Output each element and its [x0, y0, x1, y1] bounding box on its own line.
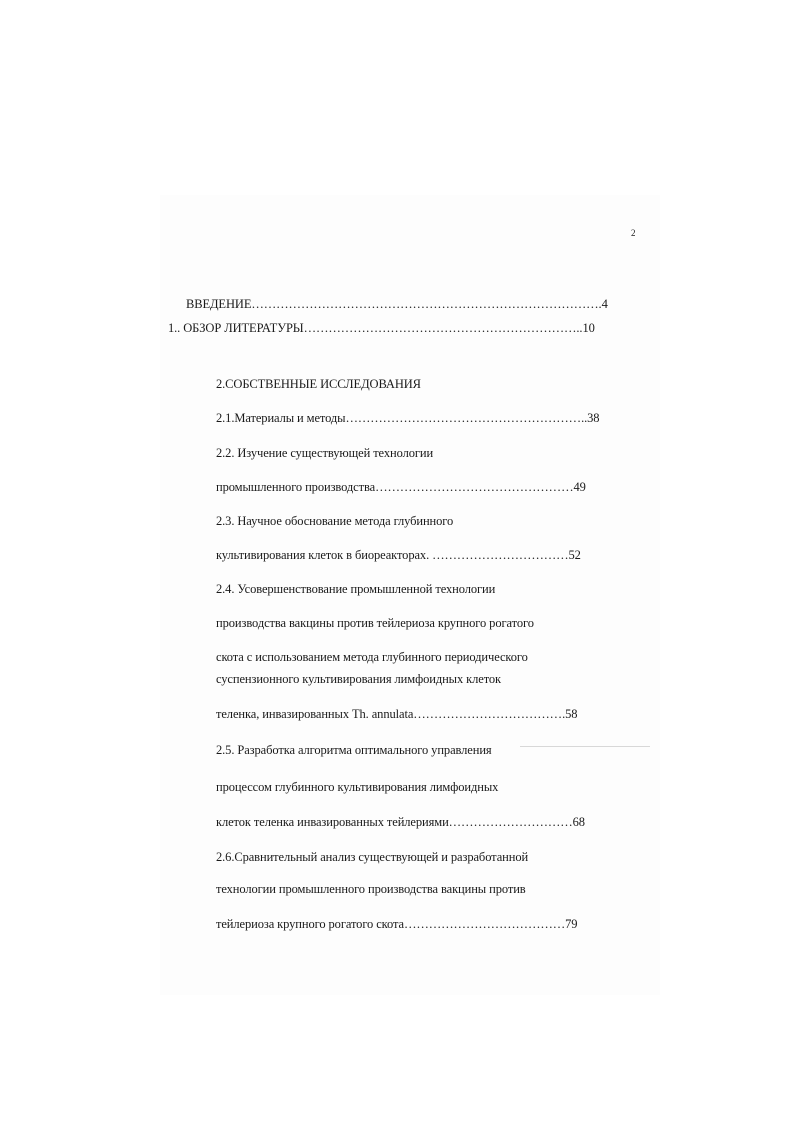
toc-2-5-line1: 2.5. Разработка алгоритма оптимального управления [216, 743, 492, 757]
toc-2-4-line5: теленка, инвазированных Th. annulata……………………………….58 [216, 707, 578, 721]
toc-literature-review: 1.. ОБЗОР ЛИТЕРАТУРЫ…………………………………………………………..10 [168, 321, 595, 335]
toc-intro: ВВЕДЕНИЕ………………………………………………………………………….4 [186, 297, 608, 311]
scan-smudge [520, 746, 650, 747]
toc-2-6-line2: технологии промышленного производства вакцины против [216, 882, 526, 896]
toc-2-1: 2.1.Материалы и методы…………………………………………………..38 [216, 411, 600, 425]
toc-2-4-line3: скота с использованием метода глубинного периодического [216, 650, 528, 664]
toc-2-6-line3: тейлериоза крупного рогатого скота…………………………………79 [216, 917, 578, 931]
page-number: 2 [631, 228, 636, 238]
toc-2-2-line1: 2.2. Изучение существующей технологии [216, 446, 434, 460]
toc-2-5-line3: клеток теленка инвазированных тейлериями…………………………68 [216, 815, 585, 829]
toc-2-4-line2: производства вакцины против тейлериоза крупного рогатого [216, 616, 534, 630]
toc-2-6-line1: 2.6.Сравнительный анализ существующей и разработанной [216, 850, 529, 864]
toc-2-3-line2: культивирования клеток в биореакторах. ……………………………52 [216, 548, 581, 562]
toc-2-2-line2: промышленного производства…………………………………………49 [216, 480, 586, 494]
toc-2-5-line2: процессом глубинного культивирования лимфоидных [216, 780, 499, 794]
toc-2-4-line1: 2.4. Усовершенствование промышленной технологии [216, 582, 496, 596]
toc-2-3-line1: 2.3. Научное обоснование метода глубинного [216, 514, 454, 528]
toc-2-4-line4: суспензионного культивирования лимфоидных клеток [216, 672, 502, 686]
toc-section-2-title: 2.СОБСТВЕННЫЕ ИССЛЕДОВАНИЯ [216, 377, 421, 391]
